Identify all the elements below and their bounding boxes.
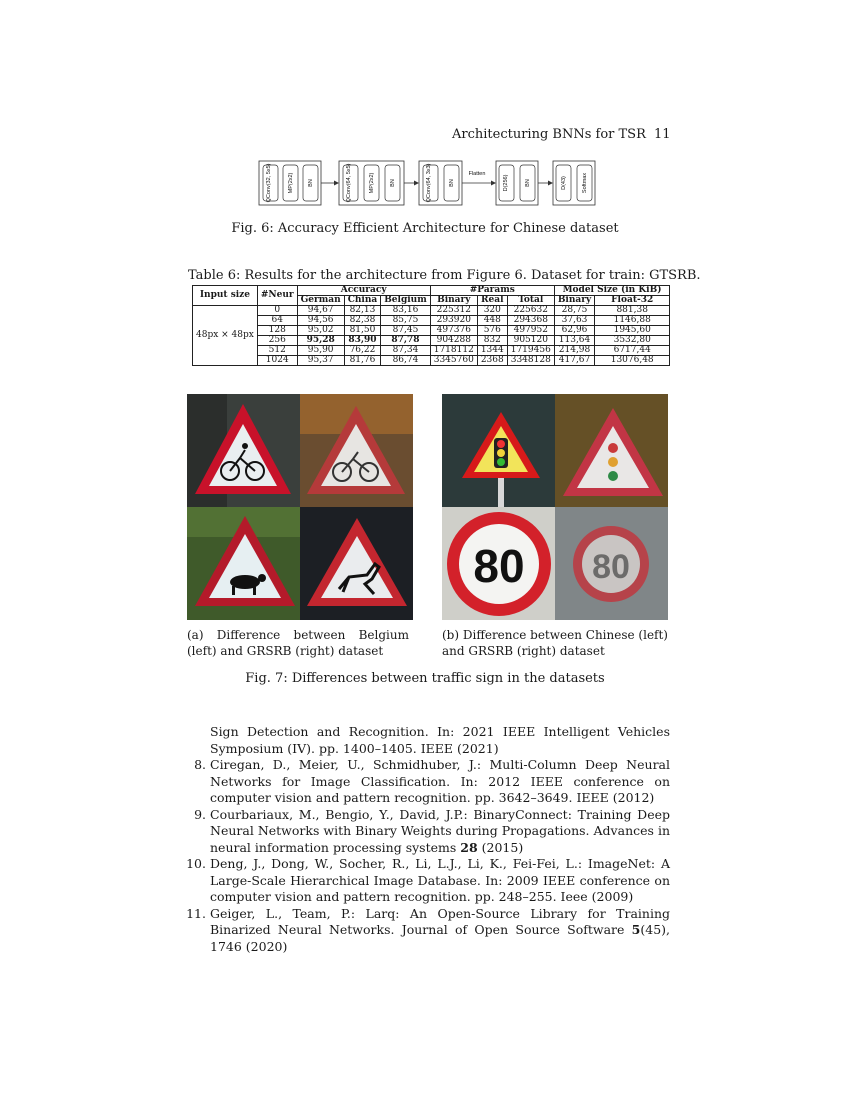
table-cell: 0 — [257, 306, 297, 316]
table-cell: 320 — [477, 306, 507, 316]
header-neur: #Neur — [257, 286, 297, 306]
table-cell: 94,56 — [297, 316, 344, 326]
table-cell: 1719456 — [507, 346, 554, 356]
table-cell: 497376 — [430, 326, 477, 336]
table-cell: 83,16 — [381, 306, 431, 316]
table-cell: 417,67 — [554, 356, 594, 366]
table-cell: 256 — [257, 336, 297, 346]
layer-label: BN — [308, 179, 314, 187]
input-size-cell: 48px × 48px — [193, 306, 258, 366]
table-cell: 832 — [477, 336, 507, 346]
table-cell: 214,98 — [554, 346, 594, 356]
table-cell: 64 — [257, 316, 297, 326]
table-cell: 225632 — [507, 306, 554, 316]
table-cell: 881,38 — [595, 306, 670, 316]
table-row — [193, 336, 670, 346]
header-params: #Params — [430, 286, 554, 296]
table-cell: 448 — [477, 316, 507, 326]
table-cell: 225312 — [430, 306, 477, 316]
table-cell: 83,90 — [344, 336, 381, 346]
table-cell: 3532,80 — [595, 336, 670, 346]
table-cell: 87,78 — [381, 336, 431, 346]
header-belgium: Belgium — [381, 296, 431, 306]
table-cell: 95,02 — [297, 326, 344, 336]
layer-label: BN — [525, 179, 531, 187]
layer-label: QConv(64, 3x3) — [426, 163, 432, 203]
header-model-size: Model Size (in KiB) — [554, 286, 669, 296]
table-cell: 1718112 — [430, 346, 477, 356]
table-row — [193, 306, 670, 316]
header-german: German — [297, 296, 344, 306]
header-size-binary: Binary — [554, 296, 594, 306]
chinese-vs-gtsrb-photos — [442, 394, 668, 620]
table-cell: 82,13 — [344, 306, 381, 316]
table-cell: 2368 — [477, 356, 507, 366]
table-cell: 62,96 — [554, 326, 594, 336]
table-cell: 294368 — [507, 316, 554, 326]
flatten-label: Flatten — [468, 171, 486, 177]
table-cell: 94,67 — [297, 306, 344, 316]
reference-continuation: Sign Detection and Recognition. In: 2021 IEEE Intelligent Vehicles Symposium (IV). pp. 1400–1405. IEEE (2021) — [210, 724, 670, 756]
table-cell: 3348128 — [507, 356, 554, 366]
table-cell: 81,50 — [344, 326, 381, 336]
layer-label: MP(2x2) — [369, 172, 375, 194]
figure-6-caption: Fig. 6: Accuracy Efficient Architecture for Chinese dataset — [231, 221, 619, 236]
table-cell: 86,74 — [381, 356, 431, 366]
header-float32: Float-32 — [595, 296, 670, 306]
block-5 — [553, 161, 595, 205]
subcaption-a: (a) Difference between Belgium (left) and GRSRB (right) dataset — [187, 628, 409, 658]
layer-label: BN — [390, 179, 396, 187]
architecture-diagram — [258, 158, 598, 208]
table-cell: 128 — [257, 326, 297, 336]
table-cell: 576 — [477, 326, 507, 336]
table-cell: 76,22 — [344, 346, 381, 356]
header-china: China — [344, 296, 381, 306]
layer-label: QConv(32, 5x5) — [266, 163, 272, 203]
table-cell: 95,37 — [297, 356, 344, 366]
table-cell: 28,75 — [554, 306, 594, 316]
layer-label: D(43) — [561, 176, 567, 190]
header-total: Total — [507, 296, 554, 306]
table-cell: 1945,60 — [595, 326, 670, 336]
header-accuracy: Accuracy — [297, 286, 430, 296]
layer-label: BN — [449, 179, 455, 187]
table-row — [193, 356, 670, 366]
table-row — [193, 326, 670, 336]
table-cell: 95,28 — [297, 336, 344, 346]
table-cell: 905120 — [507, 336, 554, 346]
table-cell: 82,38 — [344, 316, 381, 326]
table-cell: 293920 — [430, 316, 477, 326]
table-cell: 95,90 — [297, 346, 344, 356]
table-cell: 1024 — [257, 356, 297, 366]
running-head: Architecturing BNNs for TSR — [452, 127, 646, 142]
table-cell: 113,64 — [554, 336, 594, 346]
table-cell: 3345760 — [430, 356, 477, 366]
page-number: 11 — [654, 127, 671, 142]
header-real: Real — [477, 296, 507, 306]
table-cell: 6717,44 — [595, 346, 670, 356]
layer-label: D(256) — [503, 174, 509, 192]
speed-label-gtsrb: 80 — [592, 548, 630, 586]
table-cell: 85,75 — [381, 316, 431, 326]
table-cell: 497952 — [507, 326, 554, 336]
references — [186, 724, 670, 955]
results-table — [192, 285, 670, 366]
figure-7-caption: Fig. 7: Differences between traffic sign in the datasets — [245, 671, 605, 686]
header-input-size: Input size — [193, 286, 258, 306]
speed-label-cn: 80 — [473, 540, 525, 592]
table-cell: 1344 — [477, 346, 507, 356]
table-cell: 13076,48 — [595, 356, 670, 366]
table-cell: 87,45 — [381, 326, 431, 336]
table-cell: 512 — [257, 346, 297, 356]
table-cell: 81,76 — [344, 356, 381, 366]
table-cell: 37,63 — [554, 316, 594, 326]
table-cell: 1146,88 — [595, 316, 670, 326]
table-cell: 87,34 — [381, 346, 431, 356]
table-row — [193, 316, 670, 326]
belgium-vs-gtsrb-photos — [187, 394, 413, 620]
reference-8: 8. Ciregan, D., Meier, U., Schmidhuber, J.: Multi-Column Deep Neural Networks for Image Classification. In: 2012 IEEE conference on computer vision and pattern recognition. pp. 3642–3649. IEEE (2012) — [194, 757, 670, 805]
reference-11: 11. Geiger, L., Team, P.: Larq: An Open-Source Library for Training Binarized Neural Networks. Journal of Open Source Software 5(45), 1746 (2020) — [186, 905, 670, 954]
table-6-title: Table 6: Results for the architecture from Figure 6. Dataset for train: GTSRB. — [188, 268, 701, 283]
reference-9: 9. Courbariaux, M., Bengio, Y., David, J.P.: BinaryConnect: Training Deep Neural Networks with Binary Weights during Propagations. Advances in neural information processing systems 28 (2015) — [194, 806, 670, 855]
table-cell: 904288 — [430, 336, 477, 346]
layer-label: Softmax — [582, 172, 588, 194]
layer-label: MP(2x2) — [288, 172, 294, 194]
table-row — [193, 346, 670, 356]
reference-10: 10. Deng, J., Dong, W., Socher, R., Li, L.J., Li, K., Fei-Fei, L.: ImageNet: A Large-Scale Hierarchical Image Database. In: 2009 IEEE conference on computer vision and pattern recognition. pp. 248–255. Ieee (2009) — [186, 856, 670, 904]
subcaption-b: (b) Difference between Chinese (left) and GRSRB (right) dataset — [442, 628, 668, 658]
layer-label: QConv(64, 5x5) — [346, 163, 352, 203]
header-binary: Binary — [430, 296, 477, 306]
